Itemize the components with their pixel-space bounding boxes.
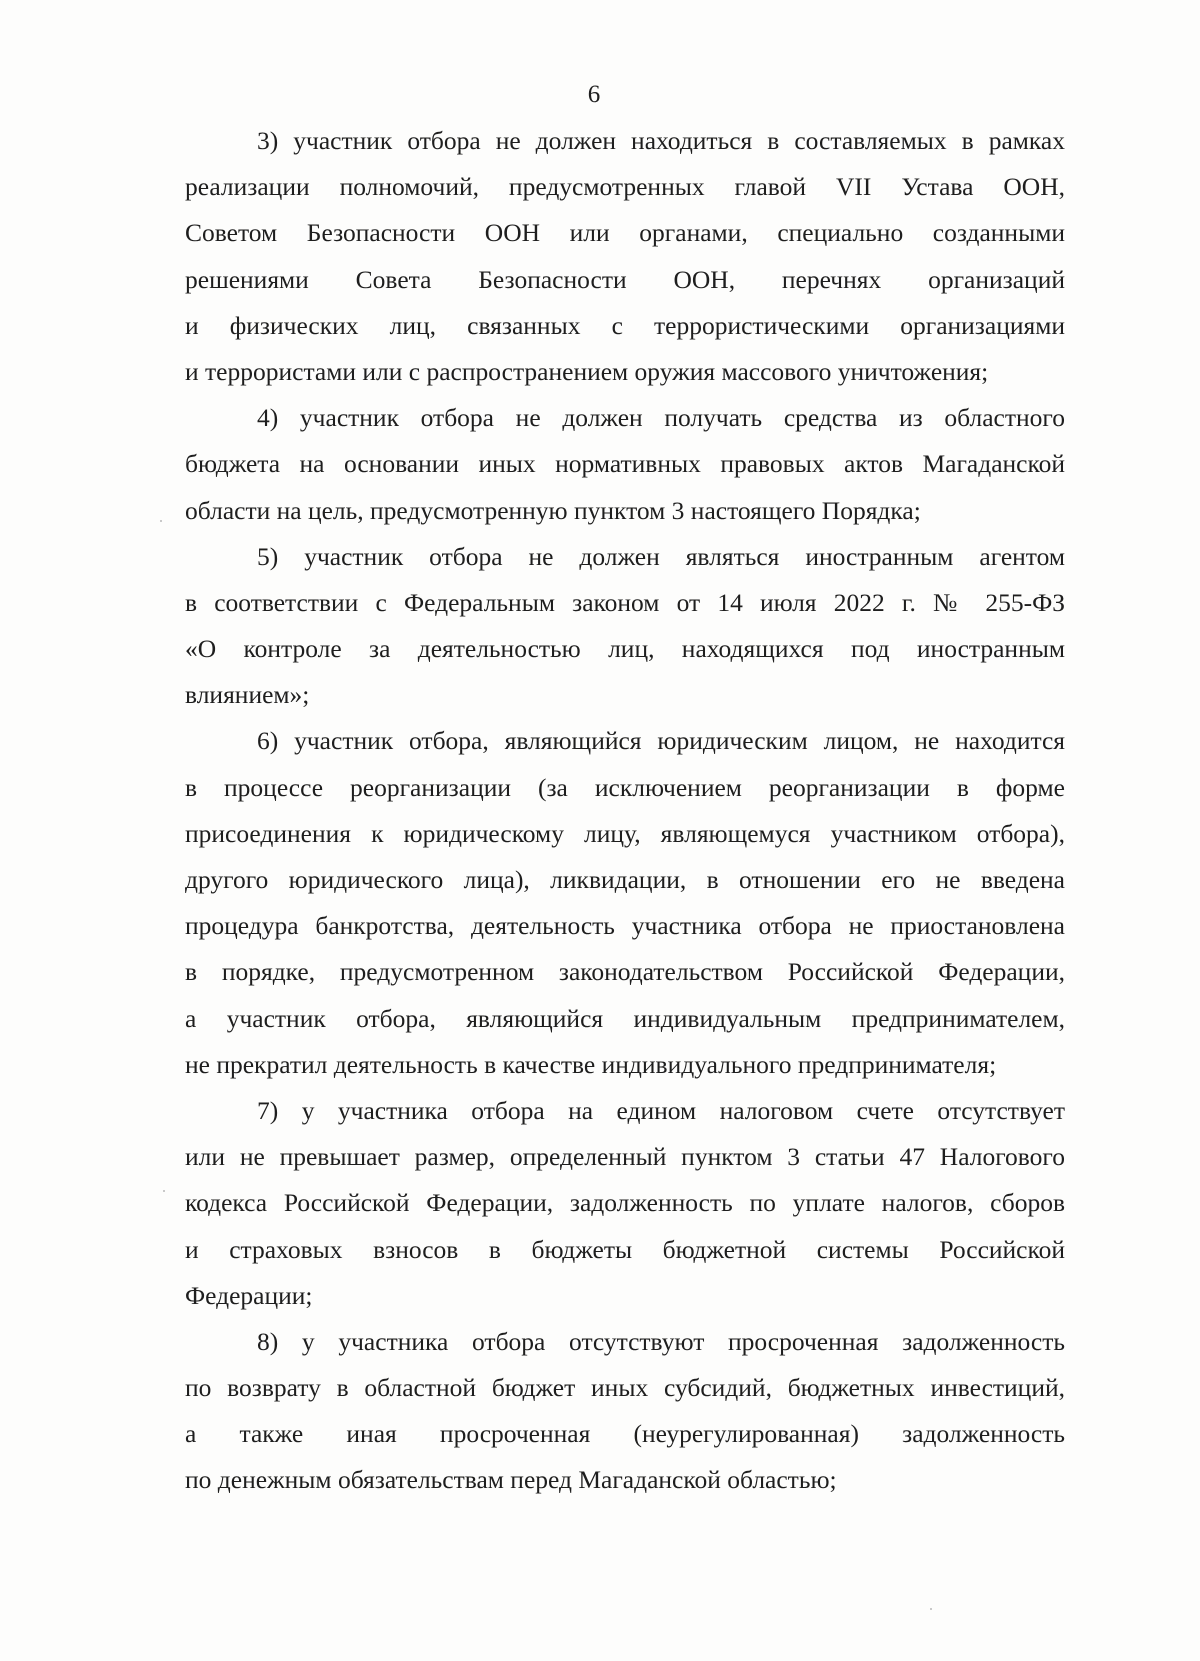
text-line: Федерации; [185,1280,313,1310]
text-line: и страховых взносов в бюджеты бюджетной системы Российской [185,1234,1065,1264]
paragraph-item-6 [185,718,1065,1088]
paragraph-item-7 [185,1088,1065,1319]
text-line: 6) участник отбора, являющийся юридическим лицом, не находится [257,726,1065,756]
text-line: и террористами или с распространением оружия массового уничтожения; [185,356,989,386]
text-line: бюджета на основании иных нормативных правовых актов Магаданской [185,449,1065,479]
text-line: а также иная просроченная (неурегулированная) задолженность [185,1419,1065,1449]
text-line: «О контроле за деятельностью лиц, находящихся под иностранным [185,634,1065,664]
text-line: другого юридического лица), ликвидации, в отношении его не введена [185,865,1065,894]
text-line: 8) у участника отбора отсутствуют просроченная задолженность [257,1326,1065,1356]
text-line: не прекратил деятельность в качестве индивидуального предпринимателя; [185,1049,997,1079]
text-line: по возврату в областной бюджет иных субсидий, бюджетных инвестиций, [185,1373,1065,1403]
text-line: 4) участник отбора не должен получать средства из областного [257,403,1065,433]
text-line: решениями Совета Безопасности ООН, перечнях организаций [185,264,1065,294]
text-line: Советом Безопасности ООН или органами, специально созданными [185,218,1065,248]
text-line: по денежным обязательствам перед Магаданской областью; [185,1465,837,1495]
scan-speck [163,1190,165,1192]
text-line: процедура банкротства, деятельность участника отбора не приостановлена [185,911,1065,941]
paragraph-item-4 [185,395,1065,534]
text-line: в соответствии с Федеральным законом от 14 июля 2022 г. № 255-ФЗ [185,587,1065,617]
paragraph-item-8 [185,1319,1065,1504]
text-line: кодекса Российской Федерации, задолженность по уплате налогов, сборов [185,1188,1065,1218]
text-line: а участник отбора, являющийся индивидуальным предпринимателем, [185,1003,1065,1033]
scan-speck [930,1608,932,1610]
text-line: присоединения к юридическому лицу, являющемуся участником отбора), [185,818,1065,848]
paragraph-item-5 [185,534,1065,719]
document-body [185,118,1065,1504]
text-line: или не превышает размер, определенный пунктом 3 статьи 47 Налогового [185,1142,1065,1172]
text-line: в порядке, предусмотренном законодательством Российской Федерации, [185,957,1065,987]
text-line: влиянием»; [185,680,310,710]
paragraph-item-3 [185,118,1065,395]
text-line: области на цель, предусмотренную пунктом 3 настоящего Порядка; [185,495,921,525]
text-line: 5) участник отбора не должен являться иностранным агентом [257,541,1065,571]
scan-speck [160,520,162,522]
page-number: 6 [587,81,601,108]
text-line: 7) у участника отбора на едином налоговом счете отсутствует [257,1095,1065,1125]
text-line: реализации полномочий, предусмотренных главой VII Устава ООН, [185,172,1065,202]
text-line: и физических лиц, связанных с террористическими организациями [185,310,1065,340]
text-line: в процессе реорганизации (за исключением реорганизации в форме [185,772,1065,802]
text-line: 3) участник отбора не должен находиться в составляемых в рамках [257,126,1065,155]
